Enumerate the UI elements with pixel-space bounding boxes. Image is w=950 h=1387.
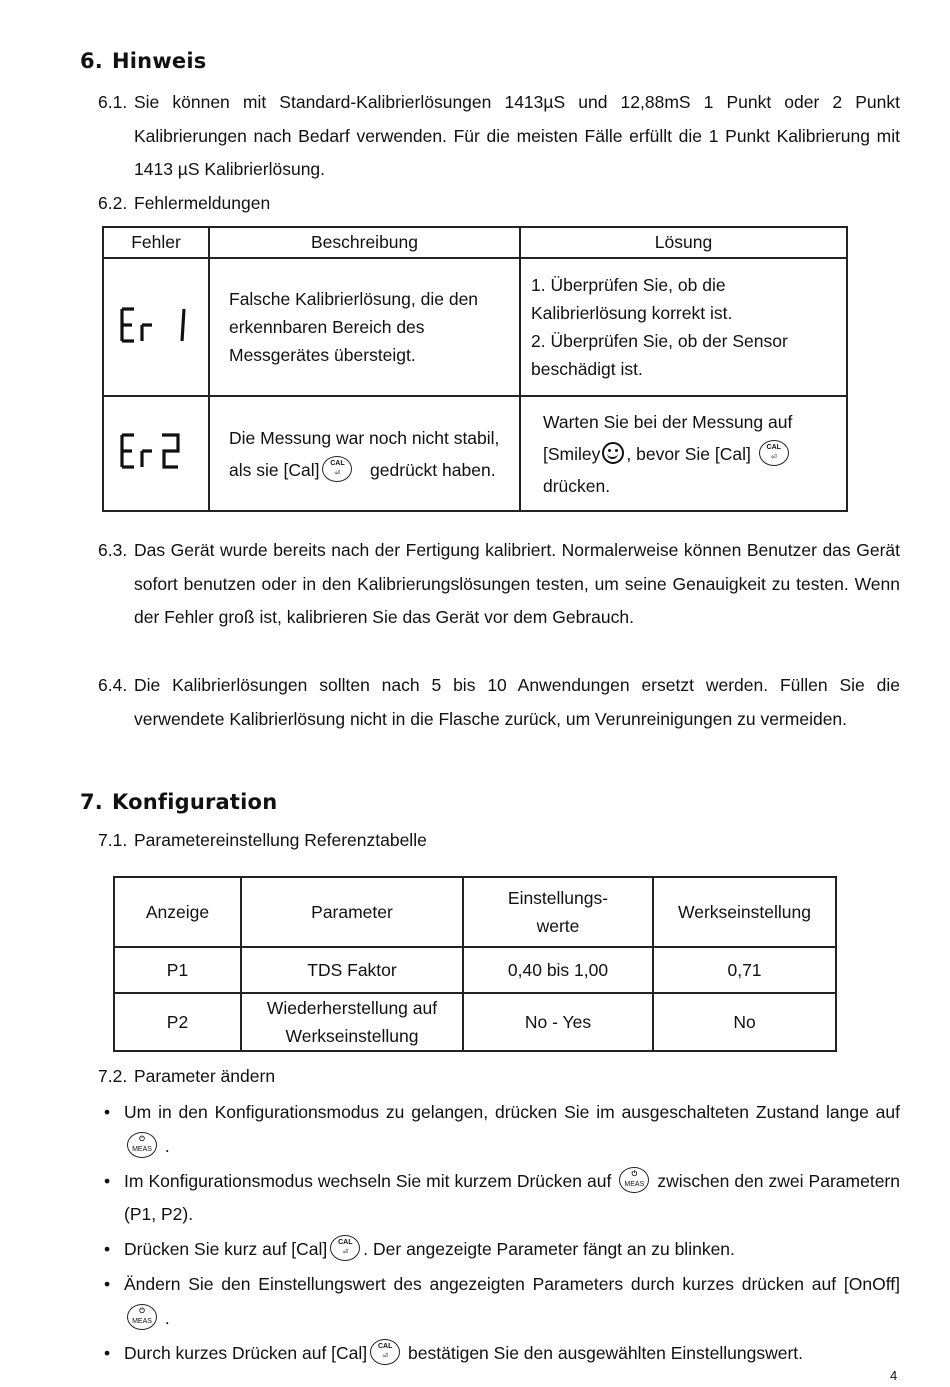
- error-code-er1: [103, 258, 209, 396]
- list-item: • Ändern Sie den Einstellungswert des angezeigten Parameters durch kurzes drücken auf [OnOff] ⏻ MEAS .: [104, 1268, 900, 1335]
- list-item: • Im Konfigurationsmodus wechseln Sie mit kurzem Drücken auf ⏻ MEAS zwischen den zwei Parametern (P1, P2).: [104, 1165, 900, 1232]
- error-description-er1: Falsche Kalibrierlösung, die den erkennbaren Bereich des Messgerätes übersteigt.: [209, 258, 520, 396]
- smiley-icon: [602, 442, 624, 464]
- cal-button-icon: CAL ⏎: [370, 1339, 400, 1365]
- header-solution: Lösung: [520, 227, 847, 258]
- table-row: [103, 258, 847, 396]
- cal-button-icon: CAL ⏎: [759, 440, 789, 466]
- parameter-table: [113, 876, 837, 1052]
- header-error: Fehler: [103, 227, 209, 258]
- table-row: P2 Wiederherstellung auf Werkseinstellung No - Yes No: [114, 993, 836, 1051]
- error-solution-er1: 1. Überprüfen Sie, ob die Kalibrierlösung korrekt ist. 2. Überprüfen Sie, ob der Sensor beschädigt ist.: [520, 258, 847, 396]
- lcd-er2-icon: [118, 431, 194, 471]
- header-description: Beschreibung: [209, 227, 520, 258]
- instruction-list: [104, 1096, 900, 1372]
- error-solution-er2: Warten Sie bei der Messung auf [Smiley , bevor Sie [Cal] CAL ⏎ drücken.: [520, 396, 847, 511]
- table-row: [103, 396, 847, 511]
- meas-button-icon: ⏻ MEAS: [127, 1132, 157, 1158]
- error-description-er2: Die Messung war noch nicht stabil, als sie [Cal] CAL ⏎ gedrückt haben.: [209, 396, 520, 511]
- header-default: Werkseinstellung: [653, 877, 836, 947]
- meas-button-icon: ⏻ MEAS: [127, 1304, 157, 1330]
- item-6-1: 6.1. Sie können mit Standard-Kalibrierlösungen 1413µS und 12,88mS 1 Punkt oder 2 Punkt Kalibrierungen nach Bedarf verwenden. Für die meisten Fälle erfüllt die 1 Punkt Kalibrierung mit 1413 µS Kalibrierlösung.: [98, 92, 900, 179]
- item-6-2: 6.2. Fehlermeldungen: [98, 193, 271, 213]
- error-table: [102, 226, 848, 512]
- page-number: 4: [890, 1368, 898, 1383]
- item-6-3: 6.3. Das Gerät wurde bereits nach der Fertigung kalibriert. Normalerweise können Benutzer das Gerät sofort benutzen oder in den Kalibrierungslösungen testen, um seine Genauigkeit zu testen. Wenn der Fehler groß ist, kalibrieren Sie das Gerät vor dem Gebrauch.: [98, 540, 900, 627]
- section-6-heading: 6. Hinweis: [80, 49, 207, 73]
- item-6-4: 6.4. Die Kalibrierlösungen sollten nach 5 bis 10 Anwendungen ersetzt werden. Füllen Sie die verwendete Kalibrierlösung nicht in die Flasche zurück, um Verunreinigungen zu vermeiden.: [98, 675, 900, 729]
- cal-button-icon: CAL ⏎: [322, 456, 352, 482]
- meas-button-icon: ⏻ MEAS: [619, 1167, 649, 1193]
- cal-button-icon: CAL ⏎: [330, 1235, 360, 1261]
- header-values: Einstellungs-werte: [463, 877, 653, 947]
- header-parameter: Parameter: [241, 877, 463, 947]
- lcd-er1-icon: [118, 305, 194, 345]
- error-code-er2: [103, 396, 209, 511]
- list-item: • Um in den Konfigurationsmodus zu gelangen, drücken Sie im ausgeschalteten Zustand lange auf ⏻ MEAS .: [104, 1096, 900, 1163]
- list-item: • Drücken Sie kurz auf [Cal] CAL ⏎ . Der angezeigte Parameter fängt an zu blinken.: [104, 1233, 900, 1267]
- table-header-row: [103, 227, 847, 258]
- table-header-row: [114, 877, 836, 947]
- list-item: • Durch kurzes Drücken auf [Cal] CAL ⏎ bestätigen Sie den ausgewählten Einstellungswert.: [104, 1337, 900, 1371]
- table-row: P1 TDS Faktor 0,40 bis 1,00 0,71: [114, 947, 836, 993]
- section-7-heading: 7. Konfiguration: [80, 790, 278, 814]
- header-display: Anzeige: [114, 877, 241, 947]
- item-7-1: 7.1. Parametereinstellung Referenztabelle: [98, 830, 427, 850]
- item-7-2: 7.2. Parameter ändern: [98, 1066, 276, 1086]
